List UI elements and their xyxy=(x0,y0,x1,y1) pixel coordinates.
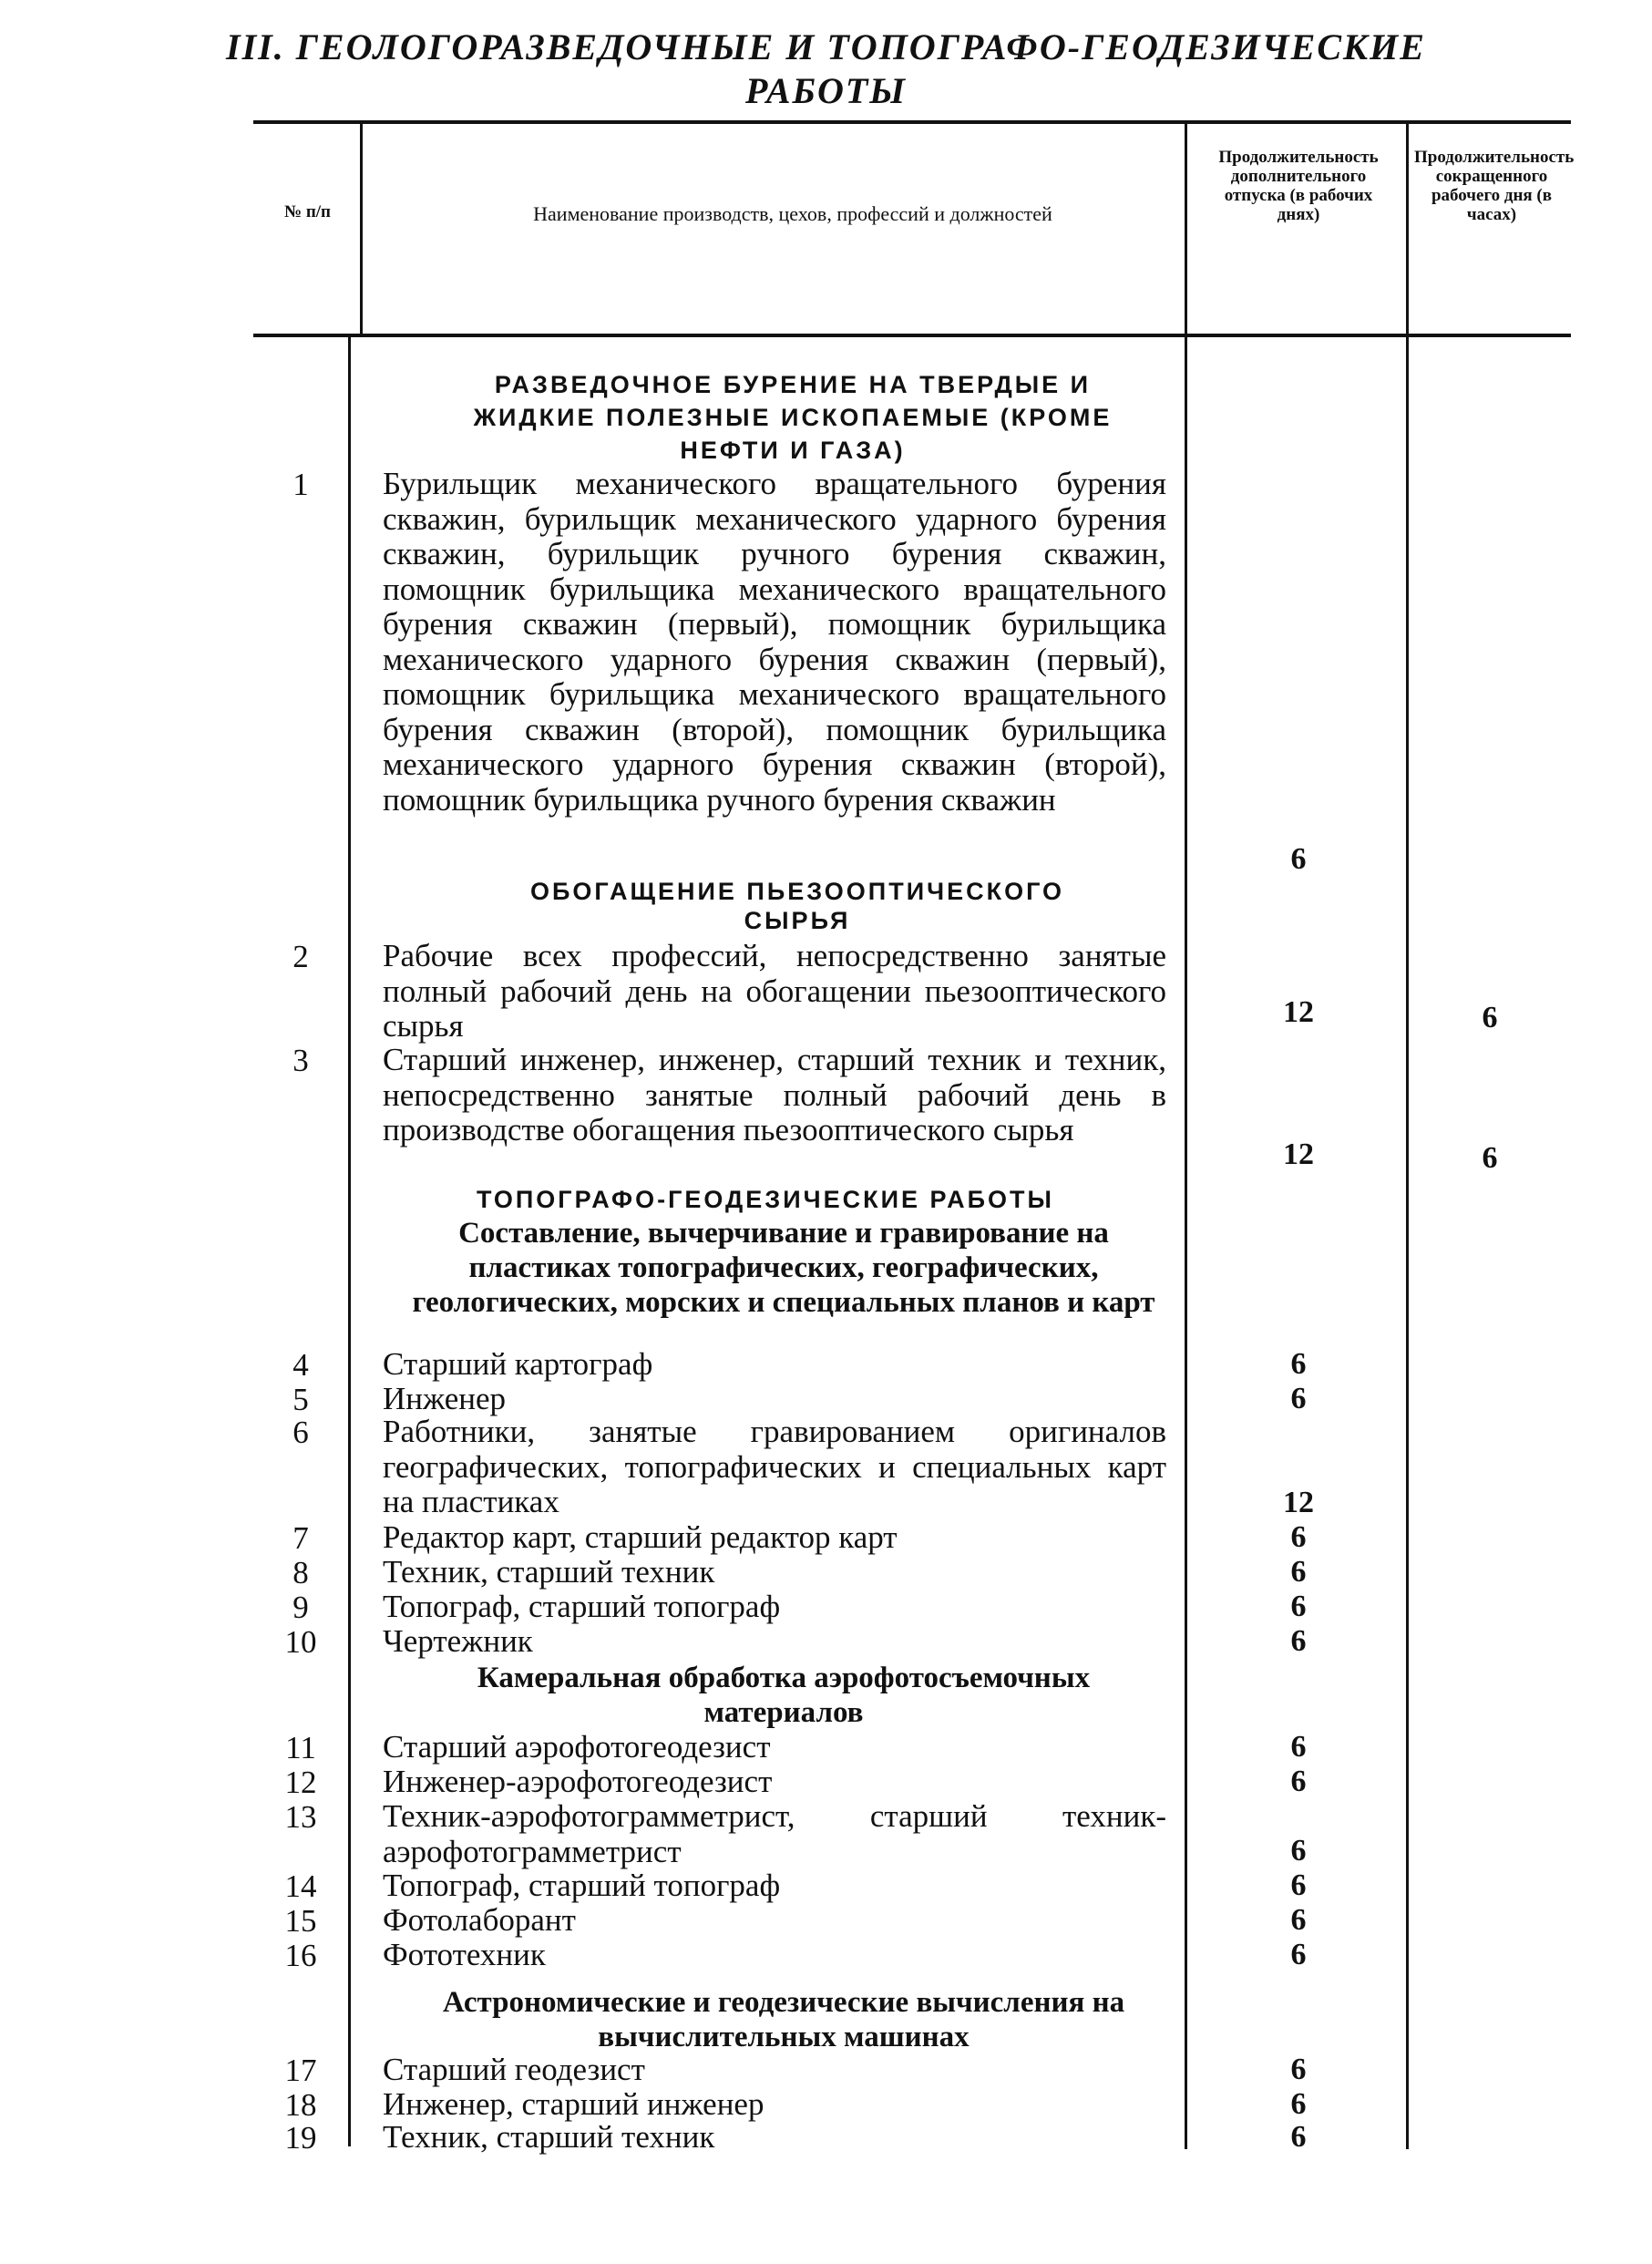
row-text: Рабочие всех профессий, непосредственно занятые полный рабочий день на обогащении пьезооптического сырья xyxy=(383,938,1166,1044)
row-text: Бурильщик механического вращательного бурения скважин, бурильщик механического ударного бурения скважин, бурильщик ручного бурения скважин, помощник бурильщика механического вращательного бурения скважин (первый), помощник бурильщика механического ударного бурения скважин (первый), помощник бурильщика механического вращательного бурения скважин (второй), помощник бурильщика механического ударного бурения скважин (второй), помощник бурильщика ручного бурения скважин xyxy=(383,466,1166,818)
row-text: Старший инженер, инженер, старший техник и техник, непосредственно занятые полный рабочий день в производстве обогащения пьезооптического сырья xyxy=(383,1042,1166,1147)
row-number: 8 xyxy=(292,1555,309,1590)
row-text: Техник, старший техник xyxy=(383,2119,715,2155)
section-heading: РАЗВЕДОЧНОЕ БУРЕНИЕ НА ТВЕРДЫЕ И ЖИДКИЕ ПОЛЕЗНЫЕ ИСКОПАЕМЫЕ (КРОМЕ НЕФТИ И ГАЗА) xyxy=(473,371,1113,464)
row-vacation-days: 6 xyxy=(1290,842,1307,876)
row-number: 14 xyxy=(284,1868,317,1904)
row-vacation-days: 6 xyxy=(1290,1520,1307,1554)
row-vacation-days: 6 xyxy=(1290,1938,1307,1971)
row-vacation-days: 12 xyxy=(1283,1486,1314,1519)
row-text: Редактор карт, старший редактор карт xyxy=(383,1519,898,1555)
row-vacation-days: 6 xyxy=(1290,1730,1307,1764)
row-text: Инженер, старший инженер xyxy=(383,2086,764,2122)
row-text: Старший аэрофотогеодезист xyxy=(383,1729,771,1765)
row-vacation-days: 6 xyxy=(1290,1903,1307,1937)
row-number: 6 xyxy=(292,1415,309,1450)
row-number: 11 xyxy=(285,1730,316,1765)
row-vacation-days: 6 xyxy=(1290,1382,1307,1415)
table-header-rule xyxy=(253,334,1571,337)
section-heading: Астрономические и геодезические вычисления на вычислительных машинах xyxy=(442,1986,1125,2053)
row-vacation-days: 12 xyxy=(1283,1137,1314,1171)
row-text: Фототехник xyxy=(383,1937,546,1972)
row-text: Старший геодезист xyxy=(383,2052,645,2087)
row-vacation-days: 6 xyxy=(1290,1765,1307,1798)
header-col-name: Наименование производств, цехов, профессий и должностей xyxy=(533,202,1052,225)
section-heading: Камеральная обработка аэрофотосъемочных материалов xyxy=(477,1662,1091,1729)
row-workday-hours: 6 xyxy=(1482,1001,1498,1034)
header-col-vacation: Продолжительность дополнительного отпуска (в рабочих днях) xyxy=(1218,148,1379,224)
row-vacation-days: 12 xyxy=(1283,995,1314,1029)
row-vacation-days: 6 xyxy=(1290,1555,1307,1589)
section-heading: ТОПОГРАФО-ГЕОДЕЗИЧЕСКИЕ РАБОТЫ xyxy=(477,1186,1054,1213)
row-number: 2 xyxy=(292,939,309,974)
row-text: Техник-аэрофотограмметрист, старший техник-аэрофотограмметрист xyxy=(383,1798,1166,1869)
row-vacation-days: 6 xyxy=(1290,1834,1307,1868)
row-text: Топограф, старший топограф xyxy=(383,1589,781,1624)
section-heading: ОБОГАЩЕНИЕ ПЬЕЗООПТИЧЕСКОГО СЫРЬЯ xyxy=(529,878,1065,934)
row-text: Чертежник xyxy=(383,1623,533,1659)
row-vacation-days: 6 xyxy=(1290,1347,1307,1381)
header-col-number: № п/п xyxy=(283,202,332,221)
row-number: 18 xyxy=(284,2087,317,2123)
row-text: Инженер-аэрофотогеодезист xyxy=(383,1764,773,1799)
row-text: Техник, старший техник xyxy=(383,1554,715,1590)
row-number: 17 xyxy=(284,2053,317,2088)
row-number: 10 xyxy=(284,1624,317,1660)
row-number: 7 xyxy=(292,1520,309,1556)
row-text: Работники, занятые гравированием оригиналов географических, топографических и специальных карт на пластиках xyxy=(383,1414,1166,1519)
row-number: 15 xyxy=(284,1903,317,1939)
column-divider-2 xyxy=(1185,124,1187,2149)
table-top-rule xyxy=(253,120,1571,124)
header-col-workday: Продолжительность сокращенного рабочего дня (в часах) xyxy=(1414,148,1575,224)
row-number: 3 xyxy=(292,1043,309,1078)
row-vacation-days: 6 xyxy=(1290,1868,1307,1902)
row-number: 12 xyxy=(284,1765,317,1800)
page-title-line2: РАБОТЫ xyxy=(744,70,908,111)
row-number: 13 xyxy=(284,1799,317,1835)
row-text: Фотолаборант xyxy=(383,1902,576,1938)
column-divider-3 xyxy=(1406,124,1409,2149)
row-text: Старший картограф xyxy=(383,1346,653,1382)
page-title: III. ГЕОЛОГОРАЗВЕДОЧНЫЕ И ТОПОГРАФО-ГЕОДЕЗИЧЕСКИЕ xyxy=(226,26,1426,67)
section-heading: Составление, вычерчивание и гравирование на пластиках топографических, географических, геологических, морских и специальных планов и карт xyxy=(412,1217,1155,1319)
row-number: 9 xyxy=(292,1590,309,1625)
row-workday-hours: 6 xyxy=(1482,1141,1498,1175)
row-vacation-days: 6 xyxy=(1290,2053,1307,2086)
column-divider-1 xyxy=(360,124,363,334)
row-number: 4 xyxy=(292,1347,309,1383)
row-number: 1 xyxy=(292,467,309,502)
row-vacation-days: 6 xyxy=(1290,1624,1307,1658)
column-divider-1-body xyxy=(348,337,351,2146)
row-text: Топограф, старший топограф xyxy=(383,1868,781,1903)
row-number: 16 xyxy=(284,1938,317,1973)
row-text: Инженер xyxy=(383,1381,507,1416)
row-vacation-days: 6 xyxy=(1290,1590,1307,1623)
row-vacation-days: 6 xyxy=(1290,2087,1307,2121)
row-number: 5 xyxy=(292,1382,309,1417)
row-number: 19 xyxy=(284,2120,317,2156)
row-vacation-days: 6 xyxy=(1290,2120,1307,2154)
